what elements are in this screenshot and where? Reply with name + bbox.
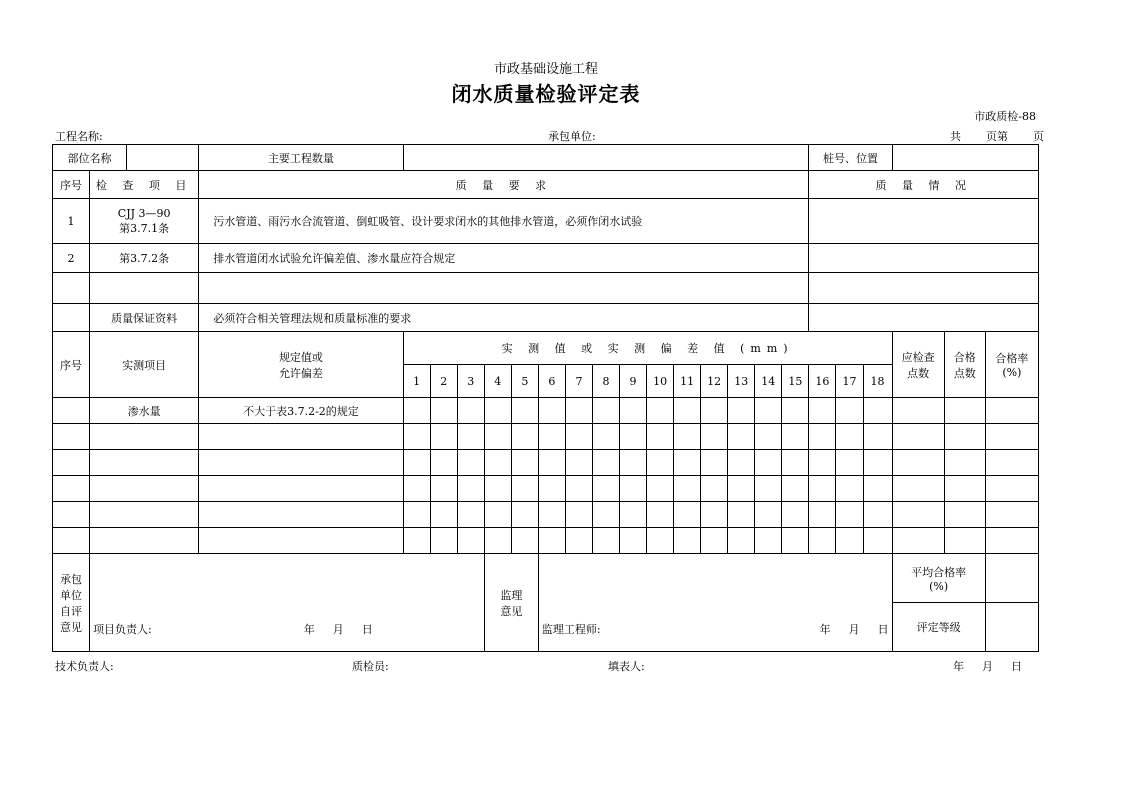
quality-requirement: 污水管道、雨污水合流管道、倒虹吸管、设计要求闭水的其他排水管道，必须作闭水试验: [199, 199, 809, 244]
measured-value-cell: [863, 450, 892, 476]
measured-value-cell: [592, 450, 619, 476]
measured-value-cell: [647, 502, 674, 528]
quality-seq-header: 序号: [53, 171, 90, 199]
measured-value-cell: [403, 450, 430, 476]
measured-value-cell: [674, 476, 701, 502]
pass-points-header: [944, 332, 985, 398]
footer-date-day: 日: [1011, 660, 1022, 673]
tech-lead-label: 技术负责人:: [55, 660, 114, 673]
quality-header-row: [53, 171, 1039, 199]
quality-item-line2: 第3.7.1条: [119, 221, 170, 235]
measured-value-cell: [484, 502, 511, 528]
project-name-label: 工程名称:: [55, 130, 103, 143]
measure-spec: [199, 528, 403, 554]
measured-value-cell: [728, 450, 755, 476]
part-name-label: 部位名称: [53, 145, 127, 171]
check-points-cell: [892, 476, 944, 502]
supervision-label: [484, 554, 538, 652]
measured-value-cell: [755, 528, 782, 554]
page-total-label: 共: [950, 130, 961, 143]
measured-value-cell: [620, 450, 647, 476]
check-points-line2: 点数: [907, 366, 930, 380]
quality-seq: 2: [53, 244, 90, 273]
measured-value-cell: [728, 502, 755, 528]
pass-rate-header: [985, 332, 1038, 398]
measured-value-cell: [620, 528, 647, 554]
measured-value-cell: [863, 528, 892, 554]
quality-item: [90, 273, 199, 304]
contractor-date-month: 月: [332, 623, 344, 636]
quality-requirement: 必须符合相关管理法规和质量标准的要求: [199, 304, 809, 332]
footer-date: [953, 658, 1022, 674]
supervision-date-month: 月: [848, 623, 860, 636]
measured-value-cell: [863, 424, 892, 450]
point-number: 9: [620, 365, 647, 398]
top-info-row: [53, 145, 1039, 171]
measured-value-cell: [647, 528, 674, 554]
measured-value-cell: [782, 528, 809, 554]
measured-value-cell: [620, 502, 647, 528]
pass-rate-cell: [985, 424, 1038, 450]
quality-item: 质量保证资料: [90, 304, 199, 332]
measured-value-cell: [674, 528, 701, 554]
measure-spec-header: [199, 332, 403, 398]
check-points-cell: [892, 398, 944, 424]
measure-seq: [53, 450, 90, 476]
measured-value-cell: [592, 398, 619, 424]
quality-item-line1: CJJ 3—90: [117, 206, 171, 220]
measure-row: [53, 424, 1039, 450]
quality-seq: [53, 273, 90, 304]
quality-row: [53, 304, 1039, 332]
supervision-area: [538, 554, 892, 652]
measured-value-cell: [592, 424, 619, 450]
measure-item: [90, 476, 199, 502]
measured-value-cell: [538, 398, 565, 424]
evaluation-row: [53, 554, 1039, 603]
main-quantity-value: [403, 145, 809, 171]
point-number: 14: [755, 365, 782, 398]
quality-row: [53, 273, 1039, 304]
measured-value-cell: [674, 502, 701, 528]
pass-points-cell: [944, 502, 985, 528]
measure-item: [90, 502, 199, 528]
quality-seq: 1: [53, 199, 90, 244]
supervision-date-day: 日: [877, 623, 889, 636]
measured-value-cell: [511, 398, 538, 424]
measured-value-cell: [728, 528, 755, 554]
supervision-date-year: 年: [819, 623, 831, 636]
measured-value-cell: [863, 476, 892, 502]
measured-value-cell: [403, 476, 430, 502]
pass-rate-cell: [985, 528, 1038, 554]
pass-points-cell: [944, 424, 985, 450]
measured-value-cell: [836, 502, 863, 528]
point-number: 13: [728, 365, 755, 398]
point-number: 11: [674, 365, 701, 398]
page-suffix: 页: [1033, 130, 1044, 143]
measured-value-cell: [809, 398, 836, 424]
avg-pass-rate-value: [985, 554, 1038, 603]
pass-rate-line2: (%): [1002, 366, 1022, 379]
measured-value-cell: [511, 476, 538, 502]
measured-value-cell: [647, 476, 674, 502]
supervision-line1: 监理: [500, 588, 523, 602]
measured-value-cell: [620, 424, 647, 450]
quality-row: [53, 199, 1039, 244]
point-number: 18: [863, 365, 892, 398]
point-number: 7: [565, 365, 592, 398]
measured-values-header: 实 测 值 或 实 测 偏 差 值 (mm): [403, 332, 892, 365]
pass-rate-line1: 合格率: [995, 352, 1029, 365]
measured-value-cell: [755, 424, 782, 450]
measured-value-cell: [674, 398, 701, 424]
filler-label: 填表人:: [608, 660, 645, 673]
measure-item: [90, 528, 199, 554]
measure-seq: [53, 476, 90, 502]
measured-value-cell: [755, 476, 782, 502]
measured-value-cell: [457, 528, 484, 554]
avg-pass-rate-label: [892, 554, 985, 603]
measured-value-cell: [701, 450, 728, 476]
measured-value-cell: [620, 476, 647, 502]
supervision-line2: 意见: [500, 604, 523, 618]
measured-value-cell: [538, 424, 565, 450]
measured-value-cell: [403, 528, 430, 554]
form-title: 闭水质量检验评定表: [451, 82, 641, 106]
measure-item-header: 实测项目: [90, 332, 199, 398]
point-number: 10: [647, 365, 674, 398]
measure-seq: [53, 502, 90, 528]
measure-spec: [199, 502, 403, 528]
measure-row: [53, 476, 1039, 502]
measured-value-cell: [782, 476, 809, 502]
measured-value-cell: [755, 398, 782, 424]
quality-item: 第3.7.2条: [90, 244, 199, 273]
measured-value-cell: [836, 450, 863, 476]
measured-value-cell: [430, 398, 457, 424]
measured-value-cell: [511, 502, 538, 528]
supervisor-label: 监理工程师:: [541, 623, 601, 636]
measured-value-cell: [565, 450, 592, 476]
measure-item: [90, 450, 199, 476]
measured-value-cell: [674, 450, 701, 476]
quality-item-header: 检 查 项 目: [90, 171, 199, 199]
point-number: 5: [511, 365, 538, 398]
check-points-line1: 应检查: [901, 350, 935, 364]
measured-value-cell: [647, 398, 674, 424]
measured-value-cell: [403, 424, 430, 450]
pass-points-line1: 合格: [953, 350, 976, 364]
pass-points-line2: 点数: [953, 366, 976, 380]
measured-value-cell: [782, 450, 809, 476]
grade-value: [985, 603, 1038, 652]
measured-value-cell: [836, 424, 863, 450]
measured-value-cell: [565, 502, 592, 528]
measured-value-cell: [511, 528, 538, 554]
project-manager-label: 项目负责人:: [93, 623, 152, 636]
quality-requirement: 排水管道闭水试验允许偏差值、渗水量应符合规定: [199, 244, 809, 273]
pass-points-cell: [944, 528, 985, 554]
quality-status-cell: [809, 244, 1039, 273]
measure-seq-header: 序号: [53, 332, 90, 398]
measure-row: [53, 502, 1039, 528]
check-points-cell: [892, 450, 944, 476]
measure-seq: [53, 528, 90, 554]
measure-item: [90, 424, 199, 450]
station-value: [892, 145, 1038, 171]
quality-status-header: 质 量 情 况: [809, 171, 1039, 199]
quality-status-cell: [809, 273, 1039, 304]
measured-value-cell: [728, 424, 755, 450]
measured-value-cell: [809, 528, 836, 554]
measured-value-cell: [403, 398, 430, 424]
quality-requirement: [199, 273, 809, 304]
measure-item: 渗水量: [90, 398, 199, 424]
form-code: 市政质检-88: [974, 110, 1036, 123]
measured-value-cell: [701, 528, 728, 554]
measured-value-cell: [755, 450, 782, 476]
check-points-cell: [892, 528, 944, 554]
measured-value-cell: [457, 398, 484, 424]
measured-value-cell: [430, 476, 457, 502]
check-points-cell: [892, 424, 944, 450]
quality-status-cell: [809, 199, 1039, 244]
contractor-eval-area: [90, 554, 485, 652]
inspection-table: [52, 144, 1039, 652]
contractor-label: 承包单位:: [548, 130, 596, 143]
measured-value-cell: [403, 502, 430, 528]
contractor-eval-line: 单位: [60, 588, 83, 602]
measured-value-cell: [565, 528, 592, 554]
measured-value-cell: [863, 398, 892, 424]
point-number: 2: [430, 365, 457, 398]
measured-value-cell: [511, 424, 538, 450]
pass-rate-cell: [985, 476, 1038, 502]
measured-value-cell: [592, 528, 619, 554]
check-points-cell: [892, 502, 944, 528]
form-subtitle: 市政基础设施工程: [493, 62, 598, 77]
measured-value-cell: [565, 398, 592, 424]
pass-points-cell: [944, 450, 985, 476]
measured-value-cell: [647, 424, 674, 450]
measure-spec: 不大于表3.7.2-2的规定: [199, 398, 403, 424]
contractor-date-day: 日: [361, 623, 373, 636]
measured-value-cell: [430, 528, 457, 554]
page-count: [950, 128, 1044, 144]
footer-date-month: 月: [982, 660, 993, 673]
measure-row: [53, 528, 1039, 554]
point-number: 4: [484, 365, 511, 398]
measure-seq: [53, 424, 90, 450]
avg-pass-rate-line2: (%): [929, 579, 949, 593]
page-label: 页第: [986, 130, 1008, 143]
measured-value-cell: [457, 424, 484, 450]
measure-row: [53, 450, 1039, 476]
measured-value-cell: [484, 424, 511, 450]
measured-value-cell: [538, 502, 565, 528]
pass-points-cell: [944, 398, 985, 424]
measured-value-cell: [538, 450, 565, 476]
point-number: 15: [782, 365, 809, 398]
measured-value-cell: [430, 450, 457, 476]
pass-rate-cell: [985, 450, 1038, 476]
main-quantity-label: 主要工程数量: [199, 145, 403, 171]
measured-value-cell: [782, 398, 809, 424]
point-number: 12: [701, 365, 728, 398]
measure-spec: [199, 424, 403, 450]
footer-date-year: 年: [953, 660, 964, 673]
measured-value-cell: [836, 528, 863, 554]
measured-value-cell: [620, 398, 647, 424]
inspector-label: 质检员:: [352, 660, 389, 673]
measure-seq: [53, 398, 90, 424]
point-number: 16: [809, 365, 836, 398]
contractor-date-year: 年: [303, 623, 315, 636]
measured-value-cell: [782, 502, 809, 528]
measured-value-cell: [755, 502, 782, 528]
quality-status-cell: [809, 304, 1039, 332]
grade-label: 评定等级: [892, 603, 985, 652]
measure-row: [53, 398, 1039, 424]
contractor-eval-label: [53, 554, 90, 652]
pass-rate-cell: [985, 398, 1038, 424]
pass-rate-cell: [985, 502, 1038, 528]
measured-value-cell: [809, 450, 836, 476]
measured-value-cell: [701, 502, 728, 528]
check-points-header: [892, 332, 944, 398]
measured-value-cell: [701, 424, 728, 450]
contractor-eval-line: 自评: [60, 604, 83, 618]
measured-value-cell: [701, 398, 728, 424]
measured-value-cell: [457, 502, 484, 528]
pass-points-cell: [944, 476, 985, 502]
contractor-eval-line: 意见: [60, 620, 83, 634]
point-number: 1: [403, 365, 430, 398]
measured-value-cell: [674, 424, 701, 450]
station-label: 桩号、位置: [809, 145, 892, 171]
quality-seq: [53, 304, 90, 332]
measured-value-cell: [836, 398, 863, 424]
measured-value-cell: [484, 450, 511, 476]
measured-value-cell: [457, 476, 484, 502]
point-number: 3: [457, 365, 484, 398]
point-number: 6: [538, 365, 565, 398]
measured-value-cell: [565, 424, 592, 450]
measured-value-cell: [809, 502, 836, 528]
avg-pass-rate-line1: 平均合格率: [911, 565, 967, 579]
measured-value-cell: [701, 476, 728, 502]
part-name-value: [127, 145, 199, 171]
measured-value-cell: [538, 528, 565, 554]
point-number: 17: [836, 365, 863, 398]
measure-spec: [199, 450, 403, 476]
measured-value-cell: [728, 398, 755, 424]
measured-value-cell: [809, 424, 836, 450]
measured-value-cell: [511, 450, 538, 476]
measured-value-cell: [809, 476, 836, 502]
measured-value-cell: [782, 424, 809, 450]
measured-value-cell: [484, 528, 511, 554]
measured-value-cell: [430, 424, 457, 450]
point-number: 8: [592, 365, 619, 398]
quality-requirement-header: 质 量 要 求: [199, 171, 809, 199]
quality-item: [90, 199, 199, 244]
measured-value-cell: [863, 502, 892, 528]
measure-spec: [199, 476, 403, 502]
measured-value-cell: [565, 476, 592, 502]
measure-header-row: [53, 332, 1039, 365]
quality-row: [53, 244, 1039, 273]
measured-value-cell: [647, 450, 674, 476]
contractor-eval-line: 承包: [60, 572, 83, 586]
measured-value-cell: [538, 476, 565, 502]
measured-value-cell: [728, 476, 755, 502]
measured-value-cell: [457, 450, 484, 476]
measured-value-cell: [836, 476, 863, 502]
measured-value-cell: [484, 398, 511, 424]
measured-value-cell: [592, 476, 619, 502]
measured-value-cell: [430, 502, 457, 528]
measure-spec-line2: 允许偏差: [278, 366, 323, 380]
measured-value-cell: [484, 476, 511, 502]
measure-spec-line1: 规定值或: [278, 350, 323, 364]
measured-value-cell: [592, 502, 619, 528]
